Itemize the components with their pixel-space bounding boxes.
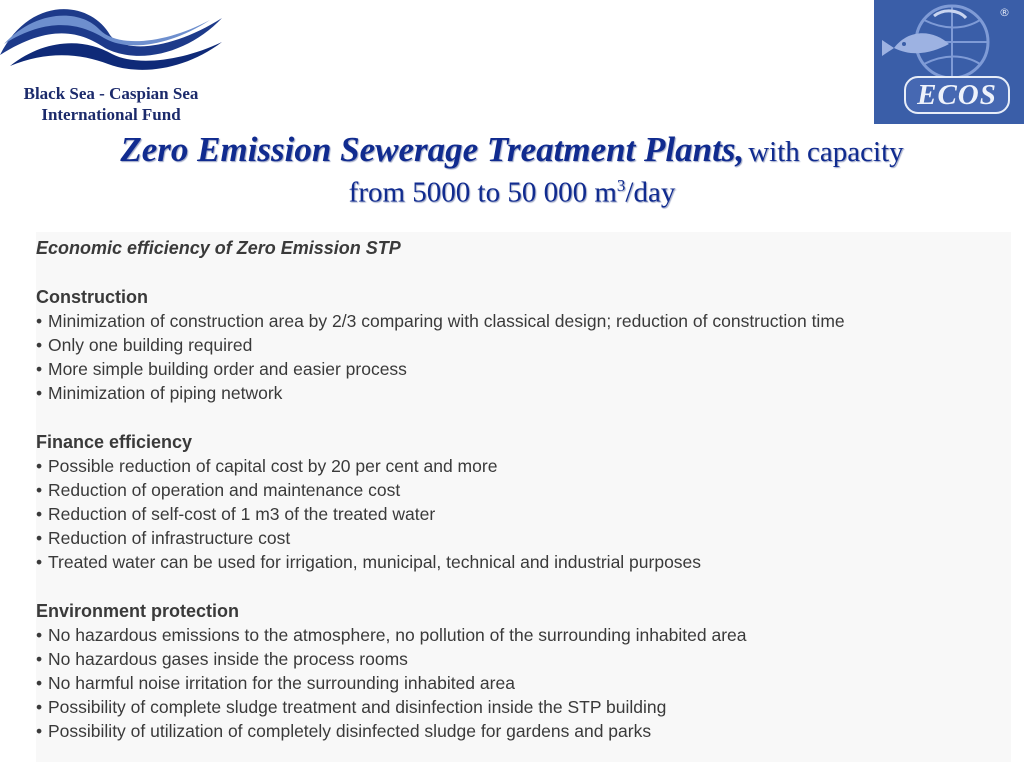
- title-main: Zero Emission Sewerage Treatment Plants,: [120, 130, 745, 169]
- bullet-icon: •: [36, 335, 43, 355]
- bullet-icon: •: [36, 528, 43, 548]
- list-item: [36, 526, 290, 550]
- organization-name: [0, 83, 222, 125]
- list-item-text: No hazardous gases inside the process rooms: [48, 649, 408, 669]
- title-capacity: with capacity: [748, 136, 904, 168]
- list-item: [36, 357, 407, 381]
- subtitle-suffix: /day: [625, 176, 676, 209]
- list-item: [36, 454, 497, 478]
- bullet-icon: •: [36, 697, 43, 717]
- bullet-icon: •: [36, 552, 43, 572]
- list-item-text: Reduction of infrastructure cost: [48, 528, 291, 548]
- bullet-icon: •: [36, 504, 43, 524]
- ecos-badge: [904, 76, 1010, 114]
- subtitle-prefix: from 5000 to 50 000 m: [348, 176, 617, 209]
- org-name-line2: International Fund: [41, 105, 181, 124]
- list-item: [36, 695, 666, 719]
- bullet-icon: •: [36, 721, 43, 741]
- list-item: [36, 550, 701, 574]
- list-item-text: Possibility of complete sludge treatment and disinfection inside the STP building: [48, 697, 667, 717]
- page-subtitle: [0, 176, 1024, 210]
- bullet-icon: •: [36, 625, 43, 645]
- section-title-environment: Environment protection: [36, 601, 240, 621]
- waves-logo-icon: [0, 0, 230, 70]
- list-item-text: No harmful noise irritation for the surrounding inhabited area: [48, 673, 515, 693]
- list-item-text: Reduction of operation and maintenance cost: [48, 480, 401, 500]
- list-item: [36, 623, 747, 647]
- list-item-text: No hazardous emissions to the atmosphere, no pollution of the surrounding inhabited area: [48, 625, 747, 645]
- org-name-line1: Black Sea - Caspian Sea: [23, 84, 199, 103]
- list-item-text: Possible reduction of capital cost by 20 per cent and more: [48, 456, 498, 476]
- list-item: [36, 381, 282, 405]
- section-title-finance: Finance efficiency: [36, 432, 193, 452]
- bullet-icon: •: [36, 673, 43, 693]
- subtitle-superscript: 3: [616, 176, 626, 195]
- content-heading: Economic efficiency of Zero Emission STP: [36, 238, 401, 258]
- list-item-text: Treated water can be used for irrigation, municipal, technical and industrial purposes: [48, 552, 702, 572]
- bullet-icon: •: [36, 649, 43, 669]
- ecos-logo: [874, 0, 1024, 124]
- list-item-text: Minimization of construction area by 2/3 comparing with classical design; reduction of construction time: [48, 311, 845, 331]
- list-item: [36, 478, 400, 502]
- list-item-text: Only one building required: [48, 335, 253, 355]
- registered-mark: ®: [999, 6, 1010, 19]
- list-item: [36, 647, 408, 671]
- bullet-icon: •: [36, 311, 43, 331]
- bullet-icon: •: [36, 456, 43, 476]
- ecos-logo-text: ECOS: [917, 79, 997, 111]
- bullet-icon: •: [36, 359, 43, 379]
- list-item-text: Possibility of utilization of completely disinfected sludge for gardens and parks: [48, 721, 652, 741]
- list-item-text: Reduction of self-cost of 1 m3 of the treated water: [48, 504, 436, 524]
- section-title-construction: Construction: [36, 287, 148, 307]
- black-sea-caspian-logo: [0, 0, 230, 70]
- list-item: [36, 333, 252, 357]
- page-title: [0, 130, 1024, 170]
- list-item: [36, 671, 515, 695]
- list-item-text: Minimization of piping network: [48, 383, 283, 403]
- list-item-text: More simple building order and easier process: [48, 359, 407, 379]
- bullet-icon: •: [36, 480, 43, 500]
- list-item: [36, 309, 845, 333]
- list-item: [36, 502, 435, 526]
- bullet-icon: •: [36, 383, 43, 403]
- content-panel: [36, 232, 1011, 762]
- list-item: [36, 719, 651, 743]
